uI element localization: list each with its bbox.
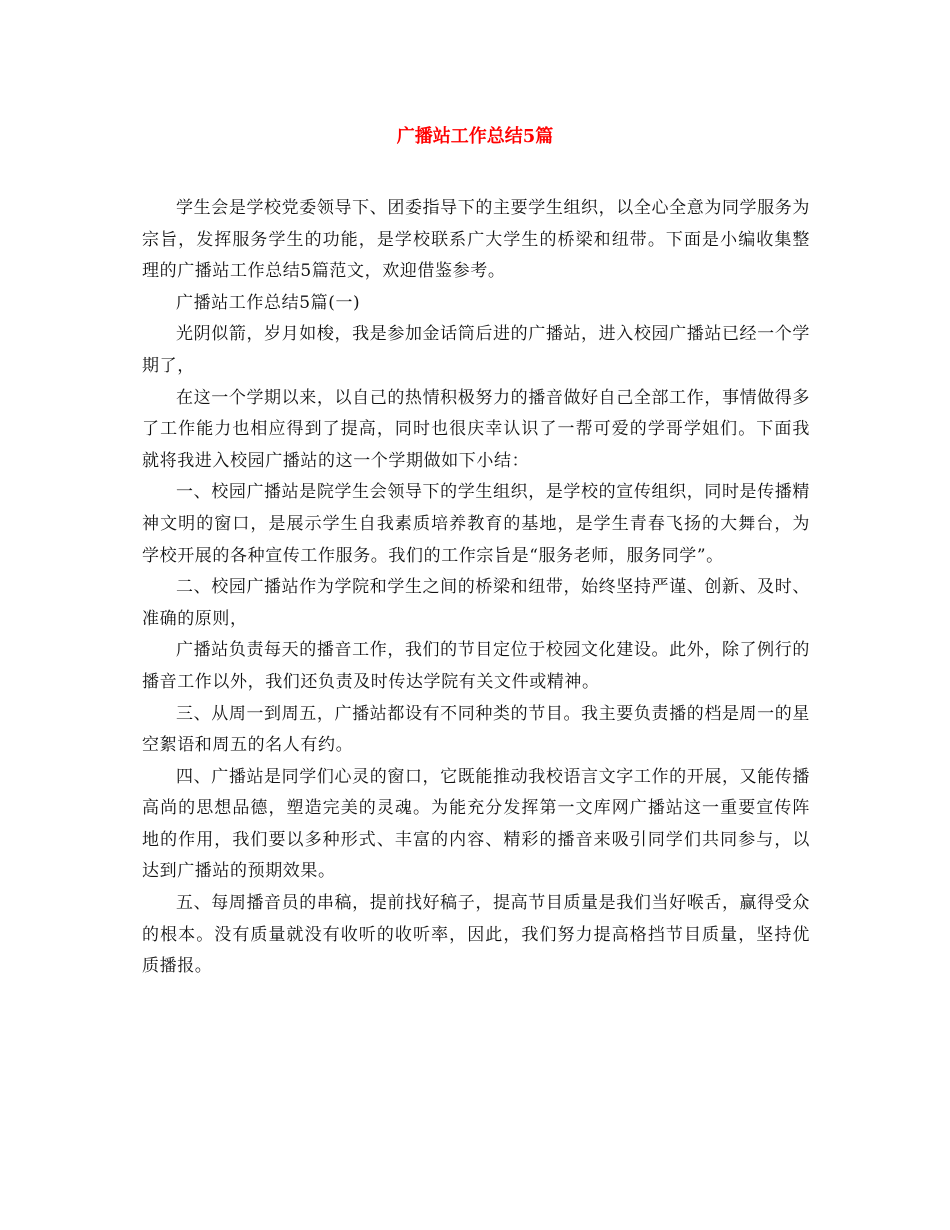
body-paragraph: 五、每周播音员的串稿，提前找好稿子，提高节目质量是我们当好喉舌，赢得受众的根本。没有质量就没有收听的收听率，因此，我们努力提高格挡节目质量，坚持优质播报。 xyxy=(142,893,810,977)
section-heading: 广播站工作总结5篇(一) xyxy=(176,292,361,313)
body-paragraph: 二、校园广播站作为学院和学生之间的桥梁和纽带，始终坚持严谨、创新、及时、准确的原则， xyxy=(142,577,810,629)
document-body xyxy=(142,193,810,983)
document-title: 广播站工作总结5篇 xyxy=(396,126,554,147)
body-paragraph: 光阴似箭，岁月如梭，我是参加金话筒后进的广播站，进入校园广播站已经一个学期了， xyxy=(142,324,810,376)
body-paragraph: 广播站负责每天的播音工作，我们的节目定位于校园文化建设。此外，除了例行的播音工作以外，我们还负责及时传达学院有关文件或精神。 xyxy=(142,640,810,692)
body-paragraph: 四、广播站是同学们心灵的窗口，它既能推动我校语言文字工作的开展，又能传播高尚的思想品德，塑造完美的灵魂。为能充分发挥第一文库网广播站这一重要宣传阵地的作用，我们要以多种形式、丰富的内容、精彩的播音来吸引同学们共同参与，以达到广播站的预期效果。 xyxy=(142,766,810,882)
body-paragraph: 一、校园广播站是院学生会领导下的学生组织，是学校的宣传组织，同时是传播精神文明的窗口，是展示学生自我素质培养教育的基地，是学生青春飞扬的大舞台，为学校开展的各种宣传工作服务。我们的工作宗旨是“服务老师，服务同学”。 xyxy=(142,482,810,566)
body-paragraph: 在这一个学期以来，以自己的热情积极努力的播音做好自己全部工作，事情做得多了工作能力也相应得到了提高，同时也很庆幸认识了一帮可爱的学哥学姐们。下面我就将我进入校园广播站的这一个学期做如下小结： xyxy=(142,387,810,471)
intro-paragraph: 学生会是学校党委领导下、团委指导下的主要学生组织，以全心全意为同学服务为宗旨，发挥服务学生的功能，是学校联系广大学生的桥梁和纽带。下面是小编收集整理的广播站工作总结5篇范文，欢迎借鉴参考。 xyxy=(142,198,810,282)
body-paragraph: 三、从周一到周五，广播站都设有不同种类的节目。我主要负责播的档是周一的星空絮语和周五的名人有约。 xyxy=(142,703,810,756)
